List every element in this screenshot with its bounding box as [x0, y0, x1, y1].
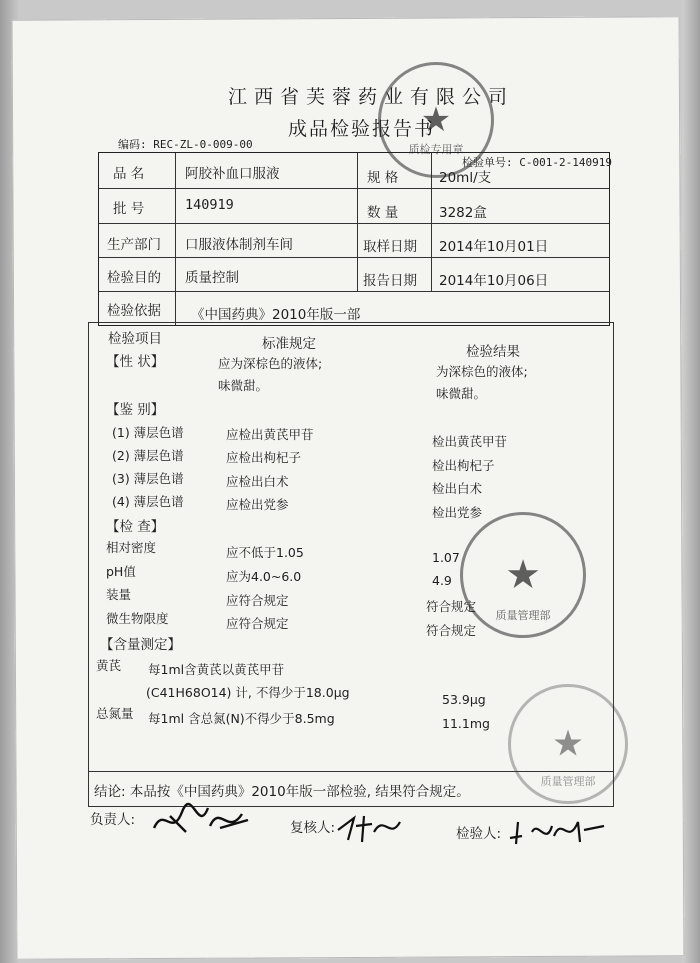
stamp-label: 质量管理部 [495, 609, 551, 622]
check-item: 微生物限度 [106, 611, 169, 626]
info-table [98, 152, 610, 326]
ident-result: 检出黄芪甲苷 [432, 434, 508, 449]
col-result-header: 检验结果 [466, 344, 520, 360]
spec-label: 规 格 [367, 170, 399, 186]
conclusion-text: 结论: 本品按《中国药典》2010年版一部检验, 结果符合规定。 [94, 784, 470, 800]
stamp-label: 质检专用章 [408, 143, 464, 156]
assay-nitrogen-item: 总氮量 [96, 706, 134, 721]
assay-astragalus-result: 53.9μg [442, 692, 486, 707]
spec-value: 20ml/支 [439, 170, 492, 186]
appearance-standard-2: 味微甜。 [218, 378, 269, 393]
reviewer-signature [334, 810, 404, 846]
section-identification: 【鉴 别】 [106, 402, 165, 418]
basis-label: 检验依据 [107, 303, 161, 319]
report-date-label: 报告日期 [363, 273, 417, 289]
section-inspection: 【检 查】 [106, 519, 165, 535]
product-name-value: 阿胶补血口服液 [185, 166, 280, 182]
ident-item: (3) 薄层色谱 [112, 471, 184, 486]
check-result: 符合规定 [426, 623, 477, 638]
report-title: 成品检验报告书 [288, 118, 436, 140]
basis-value: 《中国药典》2010年版一部 [191, 307, 361, 323]
purpose-value: 质量控制 [185, 270, 239, 286]
ident-result: 检出枸杞子 [432, 458, 495, 473]
check-result: 4.9 [432, 573, 452, 588]
responsible-label: 负责人: [90, 812, 136, 828]
assay-astragalus-standard-1: 每1ml含黄芪以黄芪甲苷 [148, 662, 285, 677]
check-item: 相对密度 [106, 540, 157, 555]
ident-standard: 应检出枸杞子 [226, 450, 302, 465]
check-standard: 应为4.0~6.0 [226, 569, 302, 584]
check-standard: 应符合规定 [226, 616, 289, 631]
section-appearance: 【性 状】 [106, 354, 165, 370]
check-standard: 应符合规定 [226, 593, 289, 608]
check-result: 1.07 [432, 550, 460, 565]
appearance-standard-1: 应为深棕色的液体; [218, 356, 323, 371]
product-name-label: 品 名 [113, 166, 145, 182]
assay-astragalus-item: 黄芪 [96, 658, 122, 673]
batch-label: 批 号 [113, 201, 145, 217]
stamp-label: 质量管理部 [540, 775, 596, 788]
reviewer-label: 复核人: [290, 820, 336, 836]
quantity-value: 3282盒 [439, 205, 487, 221]
appearance-result-2: 味微甜。 [436, 386, 487, 401]
section-assay: 【含量测定】 [100, 637, 181, 653]
purpose-label: 检验目的 [107, 270, 161, 286]
company-qc-stamp [378, 62, 494, 178]
quality-dept-stamp-1 [460, 512, 586, 638]
assay-nitrogen-result: 11.1mg [442, 716, 490, 731]
company-name: 江西省芙蓉药业有限公司 [228, 86, 515, 108]
inspector-signature [506, 812, 610, 852]
inspector-label: 检验人: [456, 826, 502, 842]
dept-value: 口服液体制剂车间 [185, 237, 293, 253]
col-item-header: 检验项目 [108, 331, 162, 347]
appearance-result-1: 为深棕色的液体; [436, 364, 528, 379]
batch-value: 140919 [185, 197, 234, 213]
check-item: pH值 [106, 564, 136, 579]
doc-code: 编码: REC-ZL-0-009-00 [118, 138, 253, 151]
ident-standard: 应检出黄芪甲苷 [226, 427, 314, 442]
quality-dept-stamp-2 [508, 684, 628, 804]
ident-standard: 应检出党参 [226, 497, 289, 512]
report-date-value: 2014年10月06日 [439, 273, 549, 289]
assay-nitrogen-standard: 每1ml 含总氮(N)不得少于8.5mg [148, 711, 335, 726]
col-standard-header: 标准规定 [262, 336, 316, 352]
ident-standard: 应检出白术 [226, 474, 289, 489]
ident-result: 检出党参 [432, 505, 483, 520]
sample-date-value: 2014年10月01日 [439, 239, 549, 255]
star-icon: ★ [505, 552, 541, 598]
star-icon: ★ [420, 100, 452, 140]
ident-item: (4) 薄层色谱 [112, 494, 184, 509]
assay-astragalus-standard-2: (C41H68O14) 计, 不得少于18.0μg [146, 685, 350, 700]
sample-date-label: 取样日期 [363, 239, 417, 255]
star-icon: ★ [551, 723, 585, 765]
responsible-signature [150, 798, 260, 842]
check-standard: 应不低于1.05 [226, 545, 304, 560]
report-number: 检验单号: C-001-2-140919 [462, 156, 612, 169]
check-item: 装量 [106, 587, 132, 602]
quantity-label: 数 量 [367, 205, 399, 221]
ident-item: (2) 薄层色谱 [112, 448, 184, 463]
check-result: 符合规定 [426, 599, 477, 614]
scan-edge-right [682, 0, 700, 963]
ident-result: 检出白术 [432, 481, 483, 496]
dept-label: 生产部门 [107, 237, 161, 253]
ident-item: (1) 薄层色谱 [112, 425, 184, 440]
